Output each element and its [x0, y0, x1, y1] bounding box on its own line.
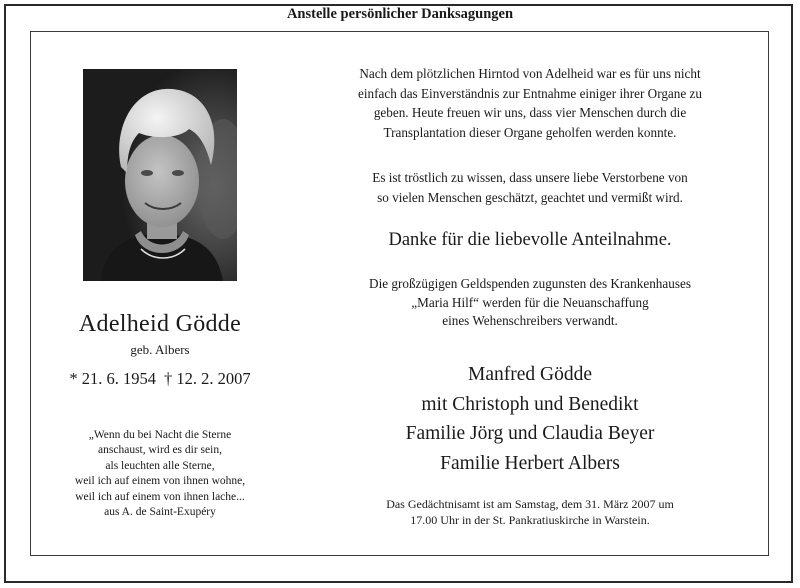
birth-date: * 21. 6. 1954 [69, 369, 156, 388]
signature-line: Familie Herbert Albers [440, 452, 620, 474]
deceased-name: Adelheid Gödde [78, 311, 242, 337]
quote-attribution: aus A. de Saint-Exupéry [104, 506, 216, 519]
life-dates [30, 369, 290, 389]
family-signatures [300, 360, 760, 478]
death-date: 12. 2. 2007 [176, 369, 251, 388]
memorial-line: 17.00 Uhr in der St. Pankratiuskirche in Warstein. [410, 513, 650, 527]
birth-name: geb. Albers [130, 342, 190, 357]
paragraph-line: Nach dem plötzlichen Hirntod von Adelheid war es für uns nicht [359, 66, 701, 81]
paragraph-line: so vielen Menschen geschätzt, geachtet und vermißt wird. [377, 189, 683, 205]
cross-icon: † [164, 369, 173, 388]
signature-line: Manfred Gödde [468, 364, 592, 385]
paragraph-line: Es ist tröstlich zu wissen, dass unsere liebe Verstorbene von [372, 170, 688, 185]
signature-line: Familie Jörg und Claudia Beyer [405, 423, 655, 445]
quote-line: „Wenn du bei Nacht die Sterne [88, 429, 232, 441]
quote-line: weil ich auf einem von ihnen lache... [75, 490, 245, 503]
organ-donation-paragraph [300, 64, 760, 142]
donations-paragraph [300, 275, 760, 331]
thanks-heading: Danke für die liebevolle Anteilnahme. [388, 230, 672, 250]
portrait-illustration [83, 69, 237, 281]
quote-line: als leuchten alle Sterne, [105, 459, 215, 472]
paragraph-line: „Maria Hilf“ werden für die Neuanschaffung [411, 294, 649, 310]
signature-line: mit Christoph und Benedikt [421, 393, 639, 415]
paragraph-line: einfach das Einverständnis zur Entnahme einiger ihrer Organe zu [358, 85, 702, 101]
paragraph-line: Die großzügigen Geldspenden zugunsten des Krankenhauses [369, 276, 691, 291]
paragraph-line: Transplantation dieser Organe geholfen werden konnte. [383, 124, 677, 140]
quote-line: weil ich auf einem von ihnen wohne, [74, 475, 246, 488]
memorial-line: Das Gedächtnisamt ist am Samstag, dem 31. März 2007 um [386, 497, 674, 511]
quote-line: anschaust, wird es dir sein, [98, 444, 222, 457]
paragraph-line: eines Wehenschreibers verwandt. [442, 313, 618, 328]
portrait-photo [83, 69, 237, 281]
notice-header: Anstelle persönlicher Danksagungen [286, 6, 514, 22]
quote-block [30, 428, 290, 520]
memorial-service-note [300, 496, 760, 528]
comfort-paragraph [300, 168, 760, 207]
paragraph-line: geben. Heute freuen wir uns, dass vier Menschen durch die [373, 105, 687, 120]
